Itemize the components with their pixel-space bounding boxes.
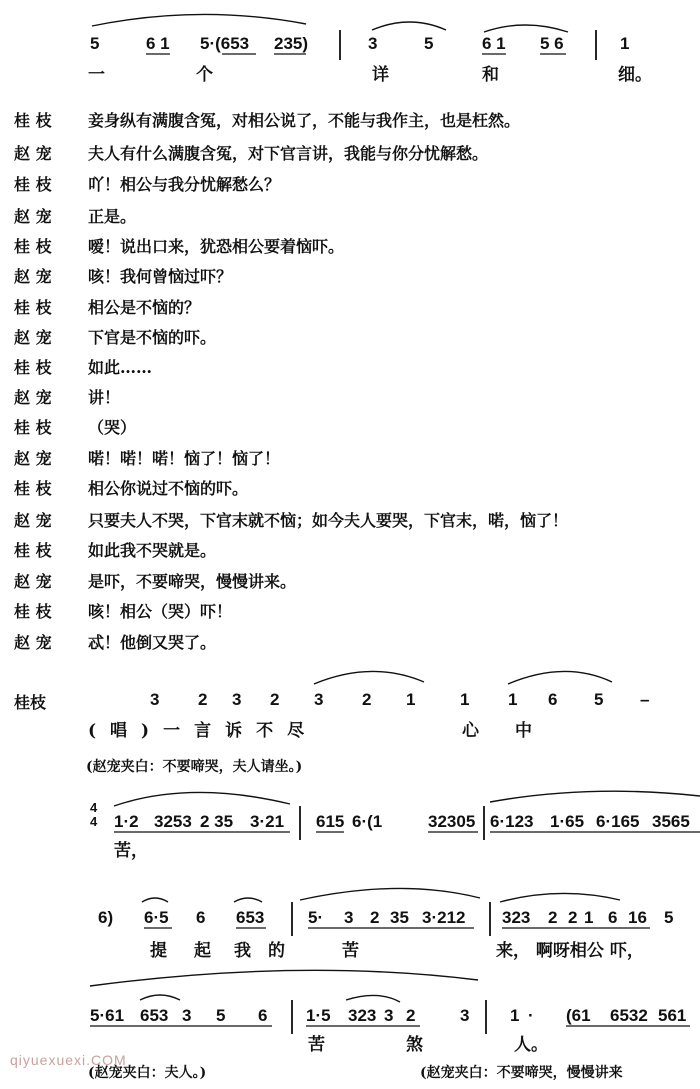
dialogue-text: 咳！相公（哭）吓！	[88, 602, 233, 621]
dialogue-text: 喏！喏！喏！恼了！恼了！	[88, 449, 281, 468]
note: 16	[628, 908, 647, 927]
slur	[372, 22, 446, 30]
note: 3·21	[250, 812, 285, 831]
lyric: 起	[194, 941, 211, 961]
lyric: 细。	[618, 65, 652, 85]
note: 6·123	[490, 812, 534, 831]
note: 35	[390, 908, 409, 927]
note: 5·	[308, 908, 324, 927]
lyric: 我	[234, 941, 251, 961]
speaker-name: 桂 枝	[14, 298, 52, 317]
lyric: 人。	[514, 1035, 548, 1055]
time-signature-bottom: 4	[90, 814, 98, 829]
dialogue-text: 相公你说过不恼的吓。	[88, 479, 249, 498]
lyric: 详	[372, 65, 389, 85]
note: 1·5	[306, 1006, 331, 1025]
note: 2	[406, 1006, 416, 1025]
dialogue-text: 是吓，不要啼哭，慢慢讲来。	[88, 572, 297, 591]
note: 6·5	[144, 908, 169, 927]
note: 1	[620, 34, 630, 53]
aside-note: (赵宠夹白：不要啼哭，夫人请坐。)	[86, 759, 303, 775]
note: 3	[182, 1006, 192, 1025]
note: 2	[270, 690, 280, 709]
note: 3	[368, 34, 378, 53]
dialogue-text: 只要夫人不哭，下官末就不恼；如今夫人要哭，下官末，喏，恼了！	[88, 511, 569, 530]
note: 6	[258, 1006, 268, 1025]
note: 6 1	[146, 34, 170, 53]
note: 2	[362, 690, 372, 709]
speaker-name: 桂 枝	[14, 111, 52, 130]
note: 6)	[98, 908, 114, 927]
note: 5·(653	[200, 34, 250, 53]
lyric: 和	[482, 65, 499, 85]
slur	[142, 898, 168, 902]
note: 3	[460, 1006, 470, 1025]
dialogue-text: 如此……	[88, 358, 153, 377]
note: 3	[232, 690, 242, 709]
note: 561	[658, 1006, 687, 1025]
note: 3253	[154, 812, 192, 831]
note: 323	[348, 1006, 377, 1025]
note: 6	[196, 908, 206, 927]
note: 3	[314, 690, 324, 709]
note: 5	[664, 908, 674, 927]
note: 5	[216, 1006, 226, 1025]
note: 1	[584, 908, 594, 927]
speaker-name: 赵 宠	[14, 328, 52, 347]
note: 323	[502, 908, 531, 927]
lyric: 苦，	[114, 841, 148, 861]
speaker-name: 赵 宠	[14, 144, 52, 163]
note: 6	[548, 690, 558, 709]
dialogue-text: （哭）	[88, 418, 137, 437]
lyric: 苦	[342, 941, 359, 961]
note: 615	[316, 812, 345, 831]
note: –	[640, 690, 650, 709]
speaker-name: 桂 枝	[14, 175, 52, 194]
lyric: 苦	[308, 1035, 325, 1055]
slur	[500, 893, 620, 902]
note: 5	[424, 34, 434, 53]
note: 2	[370, 908, 380, 927]
note: 2	[198, 690, 208, 709]
dialogue-text: 忒！他倒又哭了。	[88, 633, 217, 652]
note: 5	[594, 690, 604, 709]
lyric: 来， 啊呀相公 吓，	[496, 941, 644, 961]
dialogue-text: 嗳！说出口来，犹恐相公要着恼吓。	[88, 237, 345, 256]
note: 235)	[274, 34, 309, 53]
speaker-name: 桂 枝	[14, 418, 52, 437]
lyric: 的	[268, 941, 285, 961]
note: 3	[344, 908, 354, 927]
slur	[234, 898, 262, 902]
note: 1	[508, 690, 518, 709]
speaker-name: 桂 枝	[14, 358, 52, 377]
speaker-name: 赵 宠	[14, 449, 52, 468]
speaker-name: 赵 宠	[14, 388, 52, 407]
note: 5 6	[540, 34, 564, 53]
note: 3·212	[422, 908, 466, 927]
note: 6·(1	[352, 812, 383, 831]
note: 2	[568, 908, 578, 927]
slur	[140, 995, 180, 1000]
speaker-name: 桂 枝	[14, 541, 52, 560]
slur	[314, 671, 424, 684]
slur	[484, 25, 568, 32]
lyric: 一	[88, 65, 105, 85]
dialogue-text: 夫人有什么满腹含冤，对下官言讲，我能与你分忧解愁。	[88, 144, 489, 163]
dialogue-text: 吖！相公与我分忧解愁么？	[88, 175, 281, 194]
note: 6·165	[596, 812, 640, 831]
note: 6 1	[482, 34, 506, 53]
note: (61	[566, 1006, 591, 1025]
note: 653	[236, 908, 265, 927]
dialogue-text: 咳！我何曾恼过吓？	[88, 267, 233, 286]
note: 2	[548, 908, 558, 927]
note: 6532	[610, 1006, 648, 1025]
lyric: 心中	[462, 721, 568, 741]
speaker-name: 赵 宠	[14, 572, 52, 591]
dialogue-text: 下官是不恼的吓。	[88, 328, 217, 347]
dialogue-text: 正是。	[88, 207, 137, 226]
slur	[490, 791, 700, 802]
note: 653	[140, 1006, 169, 1025]
lyric: 煞	[406, 1035, 423, 1055]
note: 5	[90, 34, 100, 53]
note: 3565	[652, 812, 690, 831]
time-signature-top: 4	[90, 800, 98, 815]
note: 1·65	[550, 812, 585, 831]
note: 6	[608, 908, 618, 927]
note: 1	[510, 1006, 520, 1025]
speaker-name: 桂 枝	[14, 237, 52, 256]
aside-note: (赵宠夹白：不要啼哭，慢慢讲来	[420, 1065, 623, 1081]
speaker-name: 桂枝	[14, 693, 47, 712]
lyric: 个	[196, 65, 213, 85]
dialogue-text: 讲！	[88, 388, 121, 407]
aside-note: (赵宠夹白：夫人。)	[88, 1065, 207, 1081]
note: ·	[528, 1006, 534, 1025]
speaker-name: 桂 枝	[14, 602, 52, 621]
note: 2 35	[200, 812, 234, 831]
slur	[114, 792, 290, 806]
speaker-name: 赵 宠	[14, 511, 52, 530]
speaker-name: 赵 宠	[14, 207, 52, 226]
speaker-name: 赵 宠	[14, 633, 52, 652]
slur	[300, 888, 480, 900]
note: 32305	[428, 812, 476, 831]
slur	[90, 970, 478, 986]
dialogue-text: 如此我不哭就是。	[88, 541, 217, 560]
lyric: (唱)一言诉不尽	[88, 721, 319, 741]
slur	[92, 14, 306, 26]
dialogue-text: 相公是不恼的？	[88, 298, 201, 317]
slur	[346, 995, 400, 1002]
speaker-name: 桂 枝	[14, 479, 52, 498]
note: 1	[406, 690, 416, 709]
dialogue-text: 妾身纵有满腹含冤，对相公说了，不能与我作主，也是枉然。	[88, 111, 521, 130]
speaker-name: 赵 宠	[14, 267, 52, 286]
note: 3	[384, 1006, 394, 1025]
lyric: 提	[150, 941, 167, 961]
note: 3	[150, 690, 160, 709]
slur	[508, 671, 612, 684]
watermark-text: qiyuexuexi.COM	[10, 1052, 127, 1068]
note: 5·61	[90, 1006, 125, 1025]
note: 1	[460, 690, 470, 709]
note: 1·2	[114, 812, 139, 831]
